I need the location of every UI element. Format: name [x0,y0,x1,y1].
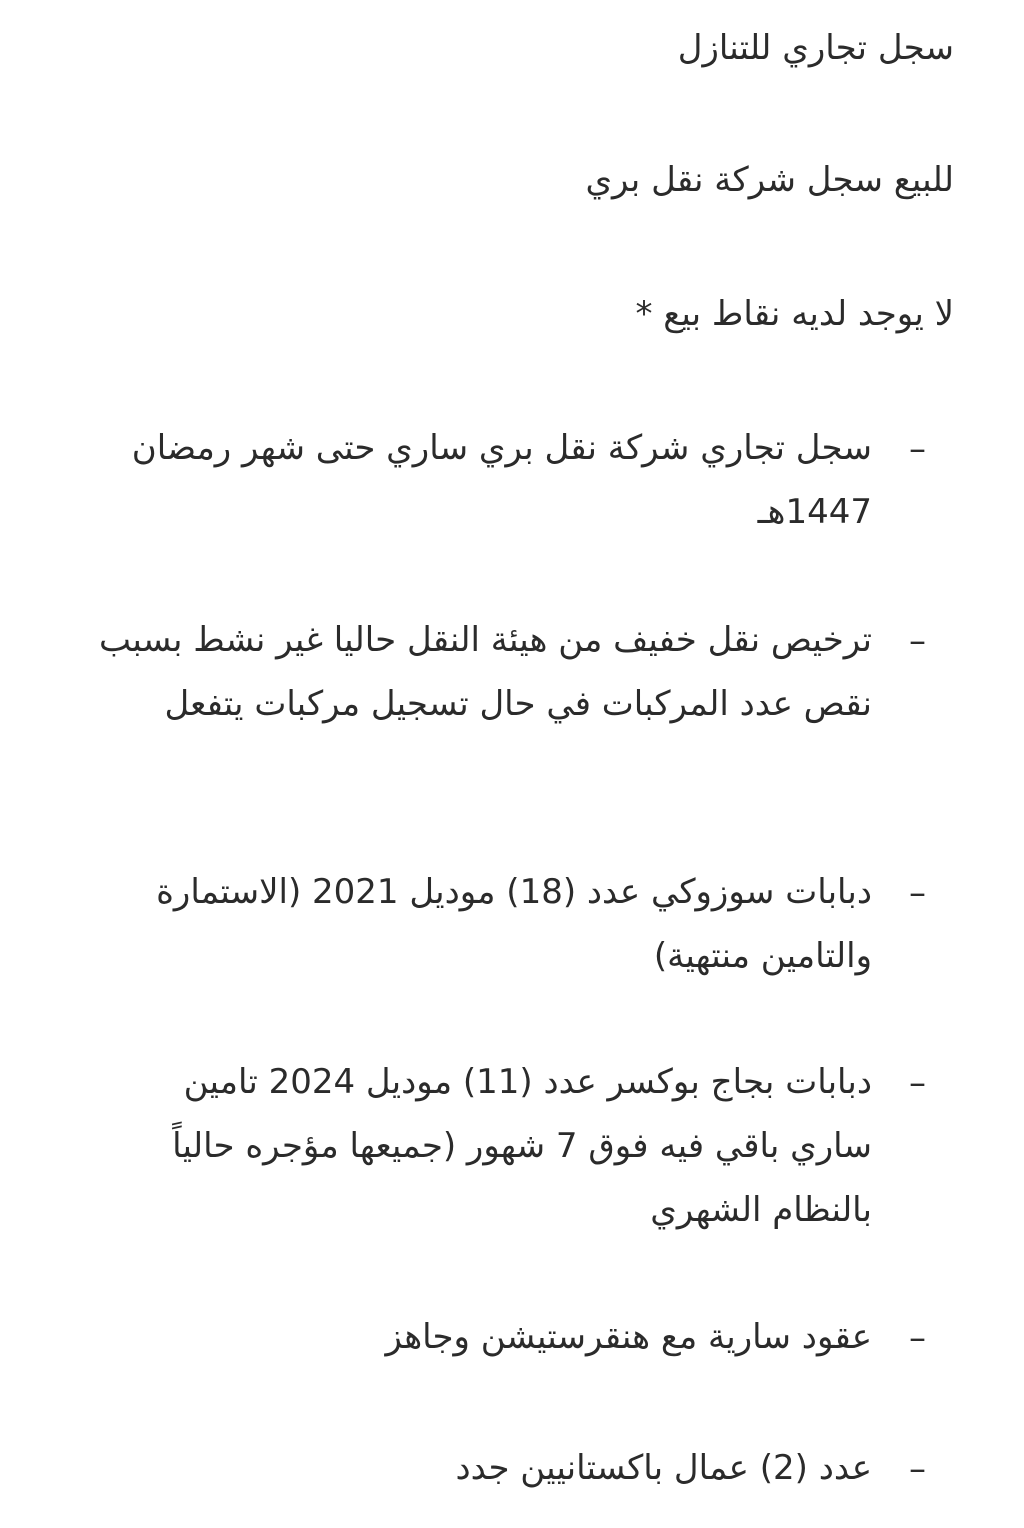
list-item-text: عقود سارية مع هنقرستيشن وجاهز [385,1317,872,1357]
list-item-text: دبابات بجاج بوكسر عدد (11) موديل 2024 تامين ساري باقي فيه فوق 7 شهور (جميعها مؤجره حالياً بالنظام الشهري [172,1062,872,1230]
list-item [0,1305,1024,1365]
list-item-text: دبابات سوزوكي عدد (18) موديل 2021 (الاستمارة والتامين منتهية) [156,872,872,976]
subtitle-line: للبيع سجل شركة نقل بري [585,160,954,200]
note-line: لا يوجد لديه نقاط بيع * [635,294,954,334]
dash-bullet-icon: – [909,1063,926,1103]
title-line: سجل تجاري للتنازل [677,28,954,68]
list-item-text: ترخيص نقل خفيف من هيئة النقل حاليا غير نشط بسبب نقص عدد المركبات في حال تسجيل مركبات يتفعل [99,620,872,724]
dash-bullet-icon: – [909,429,926,469]
list-item [0,860,1024,976]
list-item-text: سجل تجاري شركة نقل بري ساري حتى شهر رمضان 1447هـ [131,428,872,532]
dash-bullet-icon: – [909,873,926,913]
list-item [0,1050,1024,1230]
list-item [0,1436,1024,1496]
dash-bullet-icon: – [909,621,926,661]
list-item-text: عدد (2) عمال باكستانيين جدد [455,1448,872,1488]
dash-bullet-icon: – [909,1318,926,1358]
list-item [0,608,1024,724]
dash-bullet-icon: – [909,1449,926,1489]
list-item [0,416,1024,532]
